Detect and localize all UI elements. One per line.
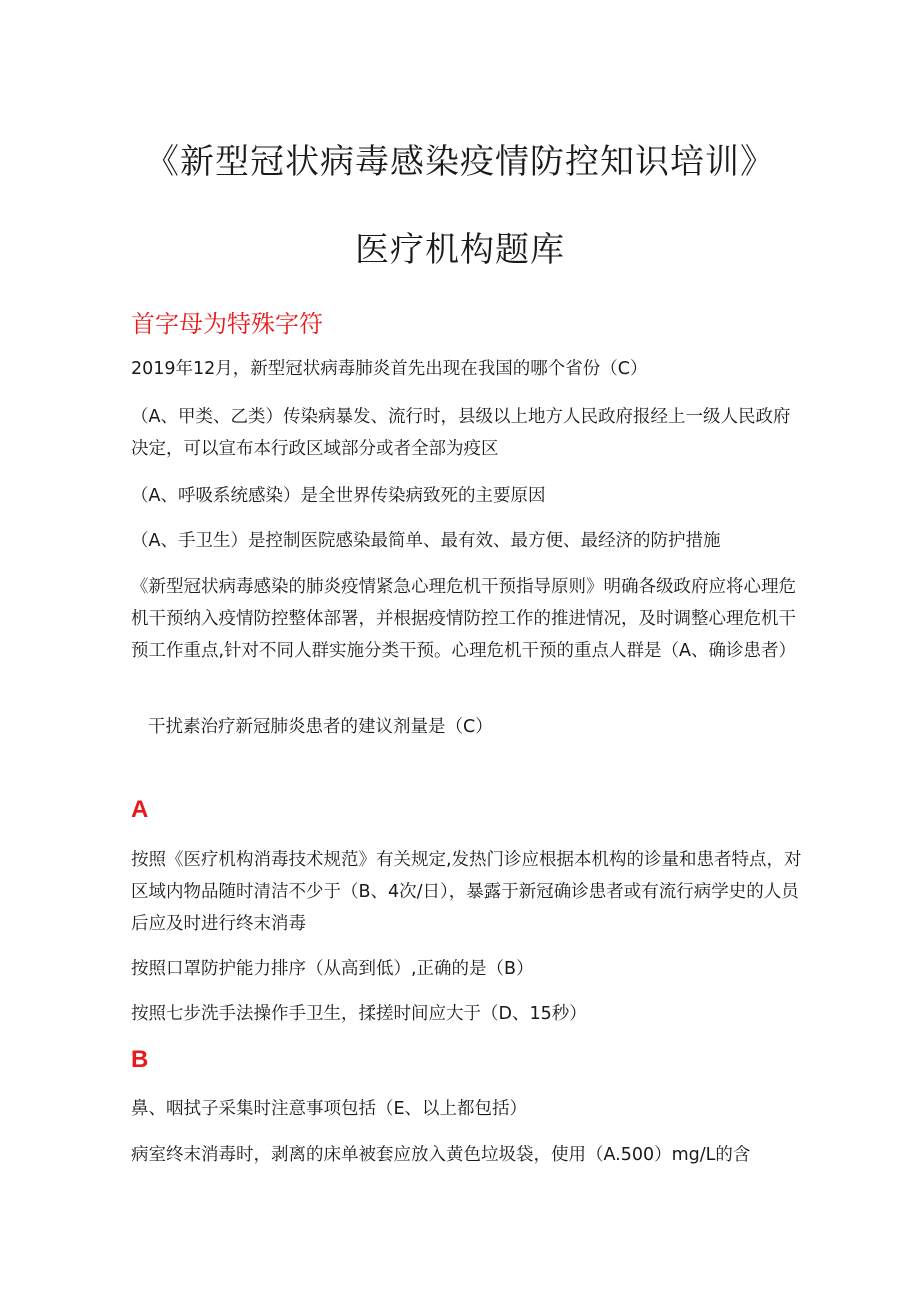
document-title: 《新型冠状病毒感染疫情防控知识培训》 xyxy=(145,142,775,182)
question-item: 按照七步洗手法操作手卫生，揉搓时间应大于（D、15秒） xyxy=(131,1004,587,1024)
question-item: 《新型冠状病毒感染的肺炎疫情紧急心理危机干预指导原则》明确各级政府应将心理危机干预纳入疫情防控整体部署，并根据疫情防控工作的推进情况，及时调整心理危机干预工作重点,针对不同人群实施分类干预。心理危机干预的重点人群是（A、确诊患者） xyxy=(131,577,797,661)
question-item: 2019年12月，新型冠状病毒肺炎首先出现在我国的哪个省份（C） xyxy=(131,359,648,379)
document-subtitle: 医疗机构题库 xyxy=(355,230,565,270)
section-heading-a: A xyxy=(131,796,149,823)
question-item: 按照《医疗机构消毒技术规范》有关规定,发热门诊应根据本机构的诊量和患者特点，对区域内物品随时清洁不少于（B、4次/日），暴露于新冠确诊患者或有流行病学史的人员后应及时进行终末消毒 xyxy=(131,850,802,934)
question-item: （A、呼吸系统感染）是全世界传染病致死的主要原因 xyxy=(131,486,546,506)
question-item: 鼻、咽拭子采集时注意事项包括（E、以上都包括） xyxy=(131,1099,528,1119)
question-item: 干扰素治疗新冠肺炎患者的建议剂量是（C） xyxy=(148,717,493,737)
question-item: 病室终末消毒时，剥离的床单被套应放入黄色垃圾袋，使用（A.500）mg/L的含 xyxy=(131,1145,751,1165)
question-item: （A、手卫生）是控制医院感染最简单、最有效、最方便、最经济的防护措施 xyxy=(131,531,721,551)
section-heading-special-chars: 首字母为特殊字符 xyxy=(131,310,323,338)
question-item: 按照口罩防护能力排序（从高到低）,正确的是（B） xyxy=(131,959,534,979)
section-heading-b: B xyxy=(131,1046,149,1073)
question-item: （A、甲类、乙类）传染病暴发、流行时，县级以上地方人民政府报经上一级人民政府决定，可以宣布本行政区域部分或者全部为疫区 xyxy=(131,407,791,459)
